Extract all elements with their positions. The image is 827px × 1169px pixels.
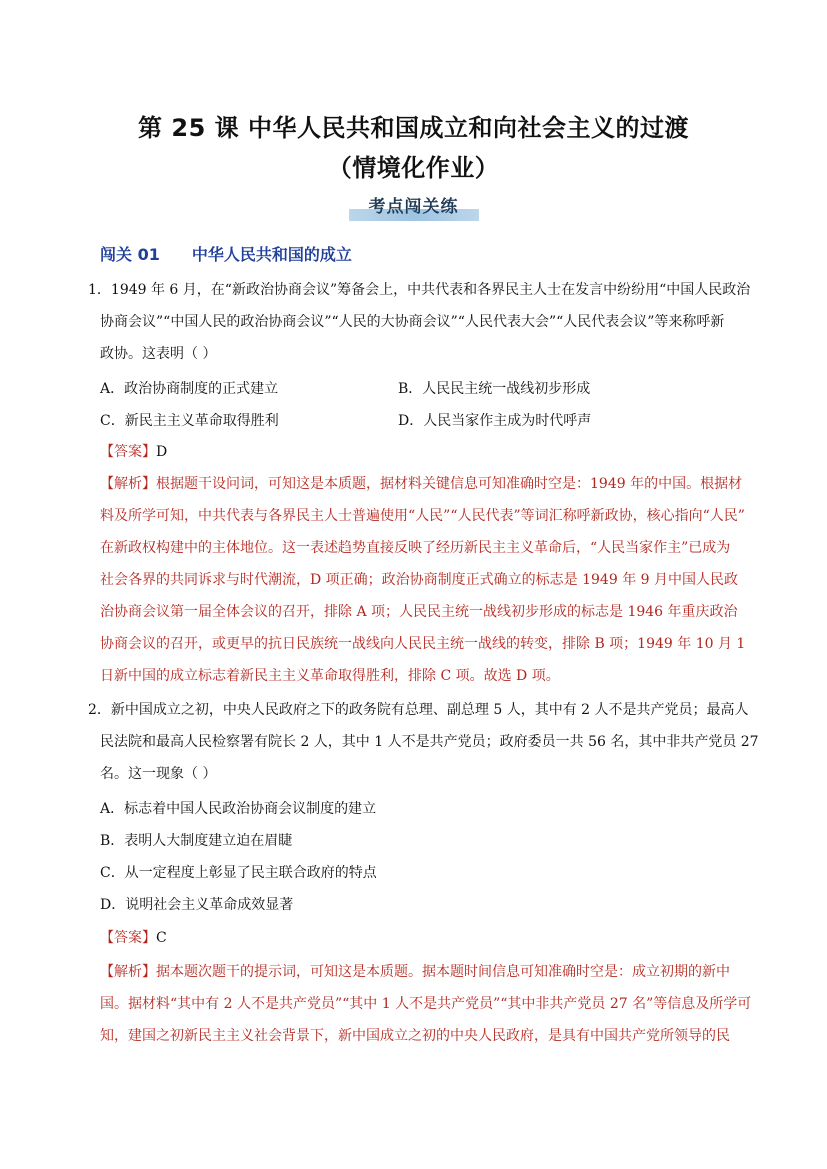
section-heading [100,242,352,265]
q1-option-a: A．政治协商制度的正式建立 [100,381,279,397]
q1-analysis-line: 料及所学可知，中共代表与各界民主人士普遍使用“人民”“人民代表”等词汇称呼新政协，核心指向“人民” [100,508,745,524]
q1-stem-line: 1．1949 年 6 月，在“新政治协商会议”筹备会上，中共代表和各界民主人士在发言中纷纷用“中国人民政治 [88,282,751,298]
section-label: 闯关 01 [100,245,160,264]
page-subtitle: （情境化作业） [327,154,500,182]
q1-option-d: D．人民当家作主成为时代呼声 [398,413,592,429]
q2-option-d: D．说明社会主义革命成效显著 [100,897,294,913]
analysis-text: 根据题干设问词，可知这是本质题，据材料关键信息可知准确时空是：1949 年的中国。根据材 [156,476,743,492]
analysis-tag: 【解析】 [100,476,156,492]
q1-analysis-line: 日新中国的成立标志着新民主主义革命取得胜利，排除 C 项。故选 D 项。 [100,668,560,684]
q2-analysis-line: 国。据材料“其中有 2 人不是共产党员”“其中 1 人不是共产党员”“其中非共产党员 27 名”等信息及所学可 [100,996,752,1012]
analysis-tag: 【解析】 [100,964,156,980]
q1-stem-line: 政协。这表明（ ） [100,346,217,362]
q1-analysis-line: 治协商会议第一届全体会议的召开，排除 A 项；人民民主统一战线初步形成的标志是 1946 年重庆政治 [100,604,738,620]
answer-tag: 【答案】 [100,930,156,946]
q2-stem-line: 名。这一现象（ ） [100,766,217,782]
q2-option-a: A．标志着中国人民政治协商会议制度的建立 [100,801,377,817]
q1-analysis-line: 协商会议的召开，或更早的抗日民族统一战线向人民民主统一战线的转变，排除 B 项；1949 年 10 月 1 [100,636,746,652]
answer-tag: 【答案】 [100,444,156,460]
section-badge: 考点闯关练 [349,190,479,221]
q2-stem-line: 民法院和最高人民检察署有院长 2 人，其中 1 人不是共产党员；政府委员一共 56 名，其中非共产党员 27 [100,734,759,750]
q2-option-c: C．从一定程度上彰显了民主联合政府的特点 [100,865,377,881]
page-title: 第 25 课 中华人民共和国成立和向社会主义的过渡 [138,114,689,142]
q1-stem-line: 协商会议”“中国人民的政治协商会议”“人民的大协商会议”“人民代表大会”“人民代表会议”等来称呼新 [100,314,725,330]
q1-option-c: C．新民主主义革命取得胜利 [100,413,279,429]
section-name: 中华人民共和国的成立 [191,245,352,264]
answer-value: D [156,444,168,460]
q1-option-b: B．人民民主统一战线初步形成 [398,381,591,397]
q1-analysis-line: 社会各界的共同诉求与时代潮流，D 项正确；政治协商制度正式确立的标志是 1949 年 9 月中国人民政 [100,572,739,588]
q2-option-b: B．表明人大制度建立迫在眉睫 [100,833,293,849]
q1-analysis-line [100,474,742,494]
q1-answer [100,442,167,462]
answer-value: C [156,930,167,946]
q2-analysis-line [100,962,730,982]
analysis-text: 据本题次题干的提示词，可知这是本质题。据本题时间信息可知准确时空是：成立初期的新中 [156,964,730,980]
q2-answer [100,928,167,948]
q2-analysis-line: 知，建国之初新民主主义社会背景下，新中国成立之初的中央人民政府，是具有中国共产党所领导的民 [100,1028,730,1044]
q2-stem-line: 2．新中国成立之初，中央人民政府之下的政务院有总理、副总理 5 人，其中有 2 人不是共产党员；最高人 [88,702,749,718]
q1-analysis-line: 在新政权构建中的主体地位。这一表述趋势直接反映了经历新民主主义革命后，“人民当家作主”已成为 [100,540,731,556]
